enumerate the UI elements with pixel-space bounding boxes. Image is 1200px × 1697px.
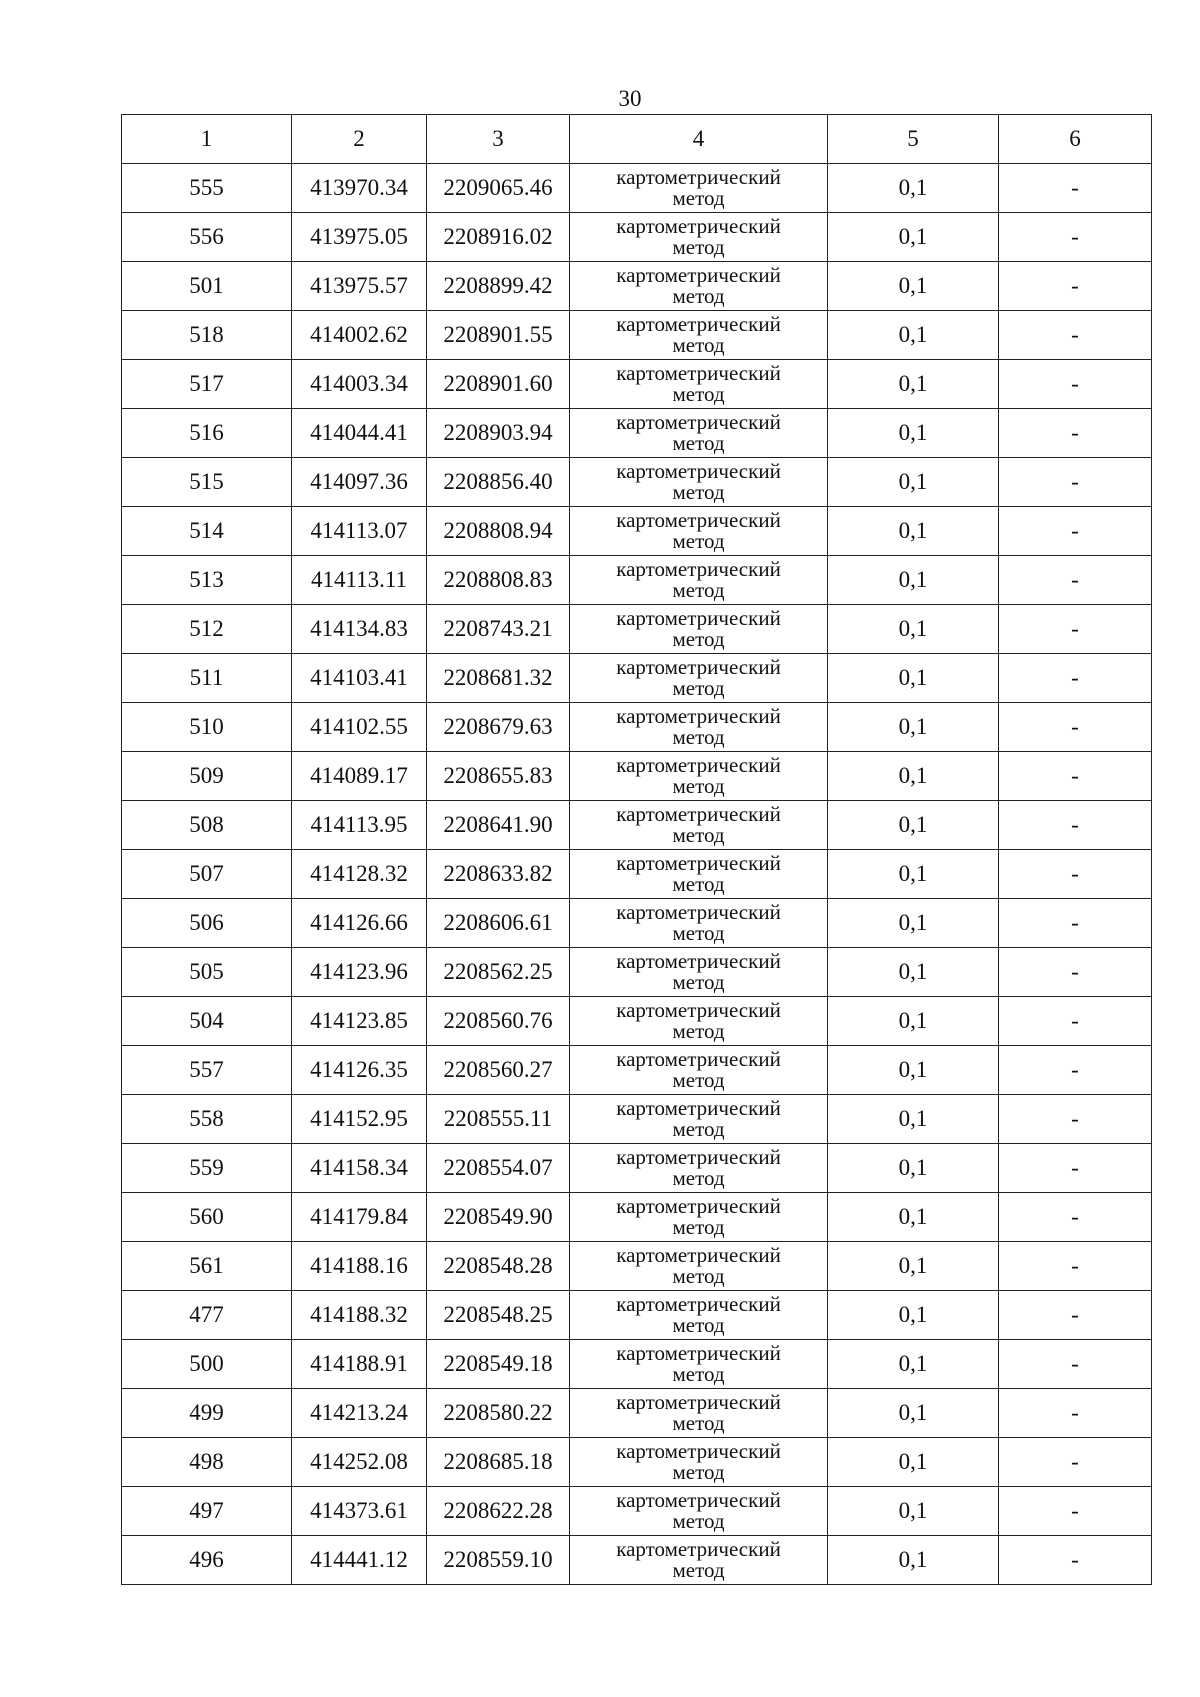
y-coordinate-cell: 2208622.28 [427, 1487, 570, 1536]
method-line: картометрический [616, 1341, 781, 1365]
header-col-1: 1 [122, 115, 292, 164]
method-cell [570, 556, 828, 605]
x-coordinate-cell: 414102.55 [292, 703, 427, 752]
method-line: метод [672, 1362, 725, 1386]
method-line: метод [672, 1019, 725, 1043]
point-cell: 557 [122, 1046, 292, 1095]
note-cell: - [999, 801, 1152, 850]
method-line: картометрический [616, 410, 781, 434]
point-cell: 506 [122, 899, 292, 948]
note-cell: - [999, 1340, 1152, 1389]
table-row [122, 1291, 1152, 1340]
method-cell [570, 507, 828, 556]
method-line: картометрический [616, 1194, 781, 1218]
note-cell: - [999, 1291, 1152, 1340]
point-cell: 507 [122, 850, 292, 899]
header-col-3: 3 [427, 115, 570, 164]
y-coordinate-cell: 2208901.55 [427, 311, 570, 360]
accuracy-cell: 0,1 [828, 164, 999, 213]
table-header [122, 115, 1152, 164]
table-row [122, 262, 1152, 311]
y-coordinate-cell: 2208679.63 [427, 703, 570, 752]
point-cell: 516 [122, 409, 292, 458]
x-coordinate-cell: 414188.16 [292, 1242, 427, 1291]
x-coordinate-cell: 414441.12 [292, 1536, 427, 1585]
method-line: картометрический [616, 459, 781, 483]
point-cell: 518 [122, 311, 292, 360]
y-coordinate-cell: 2208899.42 [427, 262, 570, 311]
point-cell: 555 [122, 164, 292, 213]
point-cell: 561 [122, 1242, 292, 1291]
point-cell: 504 [122, 997, 292, 1046]
accuracy-cell: 0,1 [828, 311, 999, 360]
point-cell: 500 [122, 1340, 292, 1389]
x-coordinate-cell: 414113.11 [292, 556, 427, 605]
note-cell: - [999, 458, 1152, 507]
note-cell: - [999, 850, 1152, 899]
table-row [122, 654, 1152, 703]
x-coordinate-cell: 413975.05 [292, 213, 427, 262]
note-cell: - [999, 752, 1152, 801]
note-cell: - [999, 507, 1152, 556]
method-line: метод [672, 382, 725, 406]
table-row [122, 703, 1152, 752]
note-cell: - [999, 948, 1152, 997]
method-cell [570, 311, 828, 360]
method-cell [570, 1487, 828, 1536]
x-coordinate-cell: 414134.83 [292, 605, 427, 654]
method-line: картометрический [616, 753, 781, 777]
point-cell: 505 [122, 948, 292, 997]
accuracy-cell: 0,1 [828, 1095, 999, 1144]
point-cell: 559 [122, 1144, 292, 1193]
accuracy-cell: 0,1 [828, 1438, 999, 1487]
point-cell: 477 [122, 1291, 292, 1340]
note-cell: - [999, 1389, 1152, 1438]
accuracy-cell: 0,1 [828, 409, 999, 458]
note-cell: - [999, 311, 1152, 360]
method-line: метод [672, 970, 725, 994]
x-coordinate-cell: 413975.57 [292, 262, 427, 311]
method-line: картометрический [616, 1390, 781, 1414]
header-row [122, 115, 1152, 164]
method-line: картометрический [616, 361, 781, 385]
point-cell: 560 [122, 1193, 292, 1242]
point-cell: 509 [122, 752, 292, 801]
y-coordinate-cell: 2208856.40 [427, 458, 570, 507]
note-cell: - [999, 703, 1152, 752]
y-coordinate-cell: 2208681.32 [427, 654, 570, 703]
accuracy-cell: 0,1 [828, 1144, 999, 1193]
method-line: метод [672, 284, 725, 308]
note-cell: - [999, 360, 1152, 409]
method-cell [570, 1242, 828, 1291]
note-cell: - [999, 1487, 1152, 1536]
note-cell: - [999, 262, 1152, 311]
accuracy-cell: 0,1 [828, 801, 999, 850]
note-cell: - [999, 899, 1152, 948]
point-cell: 501 [122, 262, 292, 311]
note-cell: - [999, 1242, 1152, 1291]
x-coordinate-cell: 414126.35 [292, 1046, 427, 1095]
method-line: метод [672, 333, 725, 357]
method-line: метод [672, 480, 725, 504]
method-line: картометрический [616, 1047, 781, 1071]
method-cell [570, 1095, 828, 1144]
y-coordinate-cell: 2209065.46 [427, 164, 570, 213]
method-line: картометрический [616, 1439, 781, 1463]
note-cell: - [999, 164, 1152, 213]
table-row [122, 164, 1152, 213]
accuracy-cell: 0,1 [828, 605, 999, 654]
note-cell: - [999, 556, 1152, 605]
accuracy-cell: 0,1 [828, 1291, 999, 1340]
x-coordinate-cell: 414044.41 [292, 409, 427, 458]
accuracy-cell: 0,1 [828, 1046, 999, 1095]
table-row [122, 1536, 1152, 1585]
point-cell: 511 [122, 654, 292, 703]
table-row [122, 948, 1152, 997]
table-row [122, 997, 1152, 1046]
method-cell [570, 654, 828, 703]
method-cell [570, 899, 828, 948]
x-coordinate-cell: 413970.34 [292, 164, 427, 213]
page-number: 30 [618, 86, 642, 111]
point-cell: 514 [122, 507, 292, 556]
header-col-2: 2 [292, 115, 427, 164]
y-coordinate-cell: 2208560.27 [427, 1046, 570, 1095]
method-line: картометрический [616, 214, 781, 238]
method-cell [570, 1144, 828, 1193]
table-row [122, 899, 1152, 948]
table-row [122, 850, 1152, 899]
method-cell [570, 409, 828, 458]
y-coordinate-cell: 2208808.83 [427, 556, 570, 605]
method-line: метод [672, 725, 725, 749]
y-coordinate-cell: 2208916.02 [427, 213, 570, 262]
header-col-5: 5 [828, 115, 999, 164]
method-line: картометрический [616, 900, 781, 924]
table-row [122, 1046, 1152, 1095]
method-line: метод [672, 1166, 725, 1190]
table-row [122, 801, 1152, 850]
method-line: картометрический [616, 1488, 781, 1512]
header-col-4: 4 [570, 115, 828, 164]
method-line: метод [672, 1068, 725, 1092]
table-row [122, 360, 1152, 409]
method-line: метод [672, 823, 725, 847]
y-coordinate-cell: 2208549.90 [427, 1193, 570, 1242]
point-cell: 510 [122, 703, 292, 752]
note-cell: - [999, 605, 1152, 654]
table-row [122, 1438, 1152, 1487]
accuracy-cell: 0,1 [828, 262, 999, 311]
method-line: метод [672, 627, 725, 651]
table-row [122, 507, 1152, 556]
table-row [122, 556, 1152, 605]
method-line: метод [672, 921, 725, 945]
y-coordinate-cell: 2208606.61 [427, 899, 570, 948]
y-coordinate-cell: 2208559.10 [427, 1536, 570, 1585]
method-line: картометрический [616, 949, 781, 973]
method-cell [570, 948, 828, 997]
point-cell: 496 [122, 1536, 292, 1585]
x-coordinate-cell: 414002.62 [292, 311, 427, 360]
x-coordinate-cell: 414003.34 [292, 360, 427, 409]
x-coordinate-cell: 414152.95 [292, 1095, 427, 1144]
point-cell: 512 [122, 605, 292, 654]
method-cell [570, 213, 828, 262]
x-coordinate-cell: 414103.41 [292, 654, 427, 703]
method-cell [570, 1291, 828, 1340]
y-coordinate-cell: 2208554.07 [427, 1144, 570, 1193]
accuracy-cell: 0,1 [828, 1536, 999, 1585]
y-coordinate-cell: 2208562.25 [427, 948, 570, 997]
accuracy-cell: 0,1 [828, 458, 999, 507]
table-row [122, 1144, 1152, 1193]
x-coordinate-cell: 414252.08 [292, 1438, 427, 1487]
method-cell [570, 1046, 828, 1095]
y-coordinate-cell: 2208743.21 [427, 605, 570, 654]
coordinates-table [121, 114, 1152, 1585]
method-cell [570, 801, 828, 850]
y-coordinate-cell: 2208560.76 [427, 997, 570, 1046]
y-coordinate-cell: 2208555.11 [427, 1095, 570, 1144]
table-row [122, 1193, 1152, 1242]
note-cell: - [999, 409, 1152, 458]
table-row [122, 1095, 1152, 1144]
x-coordinate-cell: 414373.61 [292, 1487, 427, 1536]
x-coordinate-cell: 414128.32 [292, 850, 427, 899]
accuracy-cell: 0,1 [828, 899, 999, 948]
method-line: метод [672, 186, 725, 210]
y-coordinate-cell: 2208685.18 [427, 1438, 570, 1487]
method-line: картометрический [616, 1145, 781, 1169]
method-cell [570, 752, 828, 801]
table-row [122, 1487, 1152, 1536]
method-line: метод [672, 676, 725, 700]
method-cell [570, 360, 828, 409]
accuracy-cell: 0,1 [828, 654, 999, 703]
point-cell: 517 [122, 360, 292, 409]
point-cell: 515 [122, 458, 292, 507]
method-cell [570, 458, 828, 507]
x-coordinate-cell: 414213.24 [292, 1389, 427, 1438]
table-row [122, 752, 1152, 801]
x-coordinate-cell: 414097.36 [292, 458, 427, 507]
accuracy-cell: 0,1 [828, 703, 999, 752]
x-coordinate-cell: 414123.85 [292, 997, 427, 1046]
method-line: картометрический [616, 557, 781, 581]
accuracy-cell: 0,1 [828, 1487, 999, 1536]
method-line: метод [672, 1215, 725, 1239]
method-line: картометрический [616, 1537, 781, 1561]
accuracy-cell: 0,1 [828, 1389, 999, 1438]
accuracy-cell: 0,1 [828, 1242, 999, 1291]
x-coordinate-cell: 414089.17 [292, 752, 427, 801]
method-line: картометрический [616, 165, 781, 189]
note-cell: - [999, 1536, 1152, 1585]
point-cell: 499 [122, 1389, 292, 1438]
method-line: картометрический [616, 508, 781, 532]
note-cell: - [999, 997, 1152, 1046]
method-line: метод [672, 1264, 725, 1288]
method-line: картометрический [616, 312, 781, 336]
x-coordinate-cell: 414113.07 [292, 507, 427, 556]
y-coordinate-cell: 2208903.94 [427, 409, 570, 458]
table-row [122, 1242, 1152, 1291]
y-coordinate-cell: 2208641.90 [427, 801, 570, 850]
method-line: картометрический [616, 1292, 781, 1316]
method-cell [570, 997, 828, 1046]
method-cell [570, 1340, 828, 1389]
table-row [122, 409, 1152, 458]
table-row [122, 458, 1152, 507]
x-coordinate-cell: 414158.34 [292, 1144, 427, 1193]
accuracy-cell: 0,1 [828, 1340, 999, 1389]
table-body [122, 164, 1152, 1585]
method-line: метод [672, 774, 725, 798]
method-cell [570, 605, 828, 654]
point-cell: 497 [122, 1487, 292, 1536]
point-cell: 508 [122, 801, 292, 850]
method-line: картометрический [616, 1243, 781, 1267]
method-line: метод [672, 235, 725, 259]
method-cell [570, 1193, 828, 1242]
method-line: метод [672, 1558, 725, 1582]
method-cell [570, 1389, 828, 1438]
point-cell: 498 [122, 1438, 292, 1487]
accuracy-cell: 0,1 [828, 507, 999, 556]
x-coordinate-cell: 414188.91 [292, 1340, 427, 1389]
accuracy-cell: 0,1 [828, 850, 999, 899]
method-line: метод [672, 529, 725, 553]
accuracy-cell: 0,1 [828, 752, 999, 801]
point-cell: 558 [122, 1095, 292, 1144]
point-cell: 556 [122, 213, 292, 262]
method-line: метод [672, 1117, 725, 1141]
method-cell [570, 850, 828, 899]
header-col-6: 6 [999, 115, 1152, 164]
x-coordinate-cell: 414179.84 [292, 1193, 427, 1242]
method-line: метод [672, 1460, 725, 1484]
method-cell [570, 703, 828, 752]
method-line: метод [672, 431, 725, 455]
y-coordinate-cell: 2208633.82 [427, 850, 570, 899]
x-coordinate-cell: 414123.96 [292, 948, 427, 997]
method-line: картометрический [616, 655, 781, 679]
method-line: картометрический [616, 851, 781, 875]
y-coordinate-cell: 2208655.83 [427, 752, 570, 801]
y-coordinate-cell: 2208548.25 [427, 1291, 570, 1340]
y-coordinate-cell: 2208548.28 [427, 1242, 570, 1291]
method-line: картометрический [616, 998, 781, 1022]
x-coordinate-cell: 414188.32 [292, 1291, 427, 1340]
point-cell: 513 [122, 556, 292, 605]
table-row [122, 213, 1152, 262]
method-cell [570, 164, 828, 213]
note-cell: - [999, 1046, 1152, 1095]
method-cell [570, 262, 828, 311]
method-line: картометрический [616, 1096, 781, 1120]
accuracy-cell: 0,1 [828, 213, 999, 262]
method-line: метод [672, 872, 725, 896]
method-line: картометрический [616, 606, 781, 630]
method-cell [570, 1536, 828, 1585]
accuracy-cell: 0,1 [828, 997, 999, 1046]
method-line: метод [672, 1313, 725, 1337]
method-line: картометрический [616, 802, 781, 826]
method-cell [570, 1438, 828, 1487]
accuracy-cell: 0,1 [828, 360, 999, 409]
note-cell: - [999, 1193, 1152, 1242]
accuracy-cell: 0,1 [828, 948, 999, 997]
note-cell: - [999, 1438, 1152, 1487]
note-cell: - [999, 1095, 1152, 1144]
y-coordinate-cell: 2208808.94 [427, 507, 570, 556]
note-cell: - [999, 213, 1152, 262]
accuracy-cell: 0,1 [828, 1193, 999, 1242]
note-cell: - [999, 654, 1152, 703]
accuracy-cell: 0,1 [828, 556, 999, 605]
note-cell: - [999, 1144, 1152, 1193]
y-coordinate-cell: 2208580.22 [427, 1389, 570, 1438]
method-line: метод [672, 1411, 725, 1435]
x-coordinate-cell: 414126.66 [292, 899, 427, 948]
method-line: метод [672, 578, 725, 602]
y-coordinate-cell: 2208549.18 [427, 1340, 570, 1389]
method-line: картометрический [616, 263, 781, 287]
table-row [122, 311, 1152, 360]
table-row [122, 1389, 1152, 1438]
table-row [122, 605, 1152, 654]
method-line: метод [672, 1509, 725, 1533]
x-coordinate-cell: 414113.95 [292, 801, 427, 850]
table-row [122, 1340, 1152, 1389]
y-coordinate-cell: 2208901.60 [427, 360, 570, 409]
method-line: картометрический [616, 704, 781, 728]
